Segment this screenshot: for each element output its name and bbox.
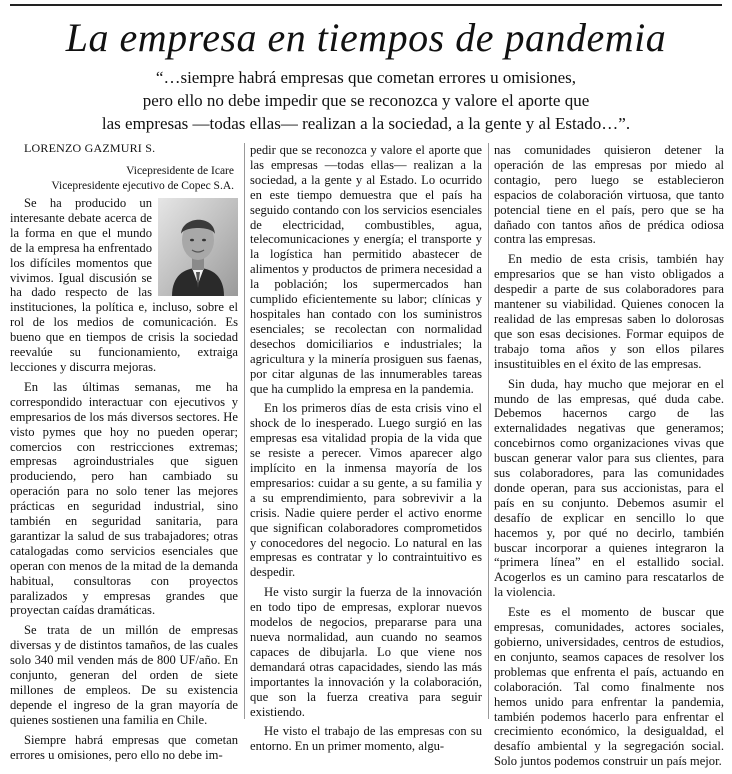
paragraph [10, 196, 238, 375]
deck-line: pero ello no debe impedir que se reconozca y valore el aporte que [142, 91, 590, 110]
paragraph: Este es el momento de buscar que empresas, comunidades, actores sociales, gobierno, universidades, centros de estudios, en conjunto, seamos capaces de resolver los problemas que enfrenta el país, actuando en colaboración. Tal como finalmente nos hemos unido para enfrentar la pandemia, también podemos hacerlo para enfrentar el crecimiento económico, la desigualdad, el desafío ambiental y la segregación social. Solo juntos podemos construir un país mejor. [494, 605, 724, 769]
paragraph: Siempre habrá empresas que cometan errores u omisiones, pero ello no debe im- [10, 732, 238, 762]
deck-line: “…siempre habrá empresas que cometan errores u omisiones, [155, 68, 577, 87]
author-role: Vicepresidente ejecutivo de Copec S.A. [51, 180, 234, 192]
author-portrait-icon [158, 198, 238, 296]
column-divider [488, 143, 489, 719]
article-deck [40, 66, 692, 135]
paragraph: Sin duda, hay mucho que mejorar en el mundo de las empresas, qué duda cabe. Debemos hacernos cargo de las externalidades negativas que generamos; concebirnos como organizaciones vivas que buscan generar valor para sus clientes, para sus colaboradores, para las comunidades donde operan, para sus accionistas, para el país en su conjunto. Debemos asumir el desafío de explicar en sencillo lo que hacemos y, por qué no decirlo, también buscar incorporar a quienes integraron la “primera línea” en el estallido social. Acogerlos es un camino para rescatarlos de la violencia. [494, 376, 724, 600]
column-2 [250, 143, 482, 759]
paragraph: pedir que se reconozca y valore el aporte que las empresas —todas ellas— realizan a la sociedad, a la gente y al Estado. Lo ocurrido en este tiempo demuestra que el país ha seguido contando con los servicios esenciales de electricidad, combustibles, agua, telecomunicaciones y energía; el transporte y la logística han permitido abastecer de alimentos y productos de primera necesidad a la población; los supermercados han cumplido eficientemente su labor; clínicas y hospitales han contado con los suministros esenciales; se recolectan con normalidad desechos domiciliarios e industriales; la agricultura y la minería prosiguen sus faenas, por citar algunas de las innumerables tareas que ha cumplido la empresa en la pandemia. [250, 143, 482, 396]
column-3 [494, 143, 724, 774]
paragraph: En las últimas semanas, me ha correspondido interactuar con ejecutivos y empresarios de los más diversos sectores. He visto pymes que hoy no pueden operar; comercios con restricciones extremas; empresas agroindustriales que siguen produciendo, pero han cambiado su operación para no solo tener las mejores prácticas en seguridad industrial, sino también en seguridad sanitaria, para garantizar la salud de sus trabajadores; otras catalogadas como servicios esenciales que operan con menos de la mitad de la demanda habitual, consultoras con proyectos paralizados y empresas grandes que proyectan caídas dramáticas. [10, 379, 238, 618]
top-rule [10, 4, 722, 6]
paragraph: He visto el trabajo de las empresas con su entorno. En un primer momento, algu- [250, 724, 482, 754]
author-name: LORENZO GAZMURI S. [24, 141, 156, 155]
paragraph: En los primeros días de esta crisis vino el shock de lo inesperado. Luego surgió en las empresas esa vitalidad propia de la vida que se resiste a perecer. Vimos aparecer algo implícito en la inmensa mayoría de los empresarios: cuidar a su gente, a su familia y a su emprendimiento, para sobrevivir a la crisis. Nadie quiere perder el activo enorme que significan colaboradores comprometidos y conocedores del negocio. Lo natural en las empresas es contratar y lo contraintuitivo es despedir. [250, 401, 482, 580]
article-title: La empresa en tiempos de pandemia [65, 15, 667, 60]
column-1 [10, 196, 238, 768]
paragraph: He visto surgir la fuerza de la innovación en todo tipo de empresas, explorar nuevos modelos de negocios, prepararse para una nueva normalidad, aun cuando no seamos capaces de dibujarla. Lo que viene nos demandará otras capacidades, siendo las más importantes la innovación y la colaboración, que son la fuerza creativa para seguir existiendo. [250, 585, 482, 719]
paragraph-text: Se ha producido un interesante debate acerca de la forma en que el mundo de la empresa ha enfrentado los difíciles momentos que vivimos. Igual discusión se ha dado respecto de las instituciones, la política e, incluso, sobre el rol de los medios de comunicación. Es bueno que en tiempos de crisis la sociedad reevalúe su funcionamiento, extraiga lecciones y discurra mejoras. [10, 196, 238, 374]
paragraph: En medio de esta crisis, también hay empresarios que se han visto obligados a despedir a parte de sus colaboradores para mantener su viabilidad. Quienes conocen la realidad de las empresas saben lo dolorosas que son esas decisiones. Formar equipos de trabajo toma años y son ellos pilares insustituibles en el éxito de las empresas. [494, 252, 724, 371]
author-role: Vicepresidente de Icare [126, 165, 234, 177]
deck-line: las empresas —todas ellas— realizan a la sociedad, a la gente y al Estado…”. [101, 114, 631, 133]
byline-block [24, 141, 234, 194]
column-divider [244, 143, 245, 719]
paragraph: nas comunidades quisieron detener la operación de las empresas por miedo al contagio, pero luego se establecieron espacios de colaboración virtuosa, que tanto potencial tiene en el país, pero que se ha dañado con tantos años de prédica odiosa contra las empresas. [494, 143, 724, 247]
paragraph: Se trata de un millón de empresas diversas y de distintos tamaños, de las cuales solo 340 mil venden más de 800 UF/año. En conjunto, generan del orden de siete millones de empleos. De su existencia depende el ingreso de la gran mayoría de quienes sostienen una familia en Chile. [10, 623, 238, 727]
